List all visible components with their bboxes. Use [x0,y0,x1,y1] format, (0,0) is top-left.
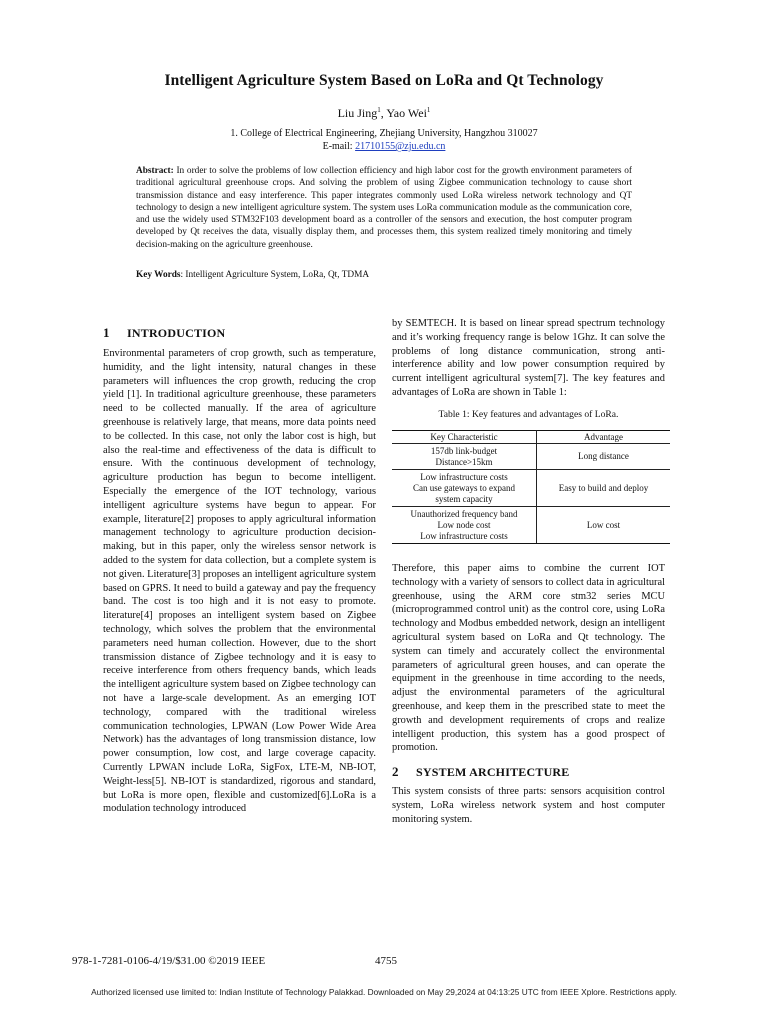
copyright-line: 978-1-7281-0106-4/19/$31.00 ©2019 IEEE [72,955,266,967]
table-cell-characteristic [392,470,537,507]
page-number: 4755 [375,955,397,967]
author-affiliation-mark: 1 [377,106,381,114]
abstract-text: In order to solve the problems of low collection efficiency and high labor cost for the growth environment parameters of traditional agricultural greenhouse crops. And solving the problem of using Zigbee communication technology to cause short transmission distance and easy interference. This paper integrates commonly used LoRa wireless network technology and QT technology to design a new intelligent agriculture system. The system uses LoRa communication module as the communication core, and use the widely used STM32F103 development board as a controller of the sensors and execution, the host computer program developed by Qt receives the data, visually display them, and processes them, this system realized timely monitoring and timely decision-making on the agriculture greenhouse. [136,166,633,250]
table-cell-advantage: Long distance [537,444,671,470]
cell-line: Low infrastructure costs [420,471,508,482]
paper-title: Intelligent Agriculture System Based on LoRa and Qt Technology [164,72,604,89]
table-header-cell: Key Characteristic [392,431,537,444]
cell-line: 157db link-budget [430,445,498,456]
table-row [392,444,670,470]
authorized-use-notice: Authorized licensed use limited to: Indian Institute of Technology Palakkad. Downloaded on May 29,2024 at 04:13:25 UTC from IEEE Xplore. Restrictions apply. [91,987,677,997]
system-architecture-text: This system consists of three parts: sensors acquisition control system, LoRa wireless network system and host computer monitoring system. [392,786,665,825]
table-cell-characteristic [392,507,537,544]
introduction-text-left: Environmental parameters of crop growth, such as temperature, humidity, and the light intensity, natural changes in these parameters will influences the crop growth, reducing the crop yield [1]. In traditional agriculture greenhouse, these parameters need to be collected manually. If the area of agriculture greenhouse is relatively large, that means, more data points need to be collected. In this case, not only the labor cost is high, but also the real-time and effectiveness of the data is difficult to ensure. With the continuous development of technology, agriculture production has begun to become intelligent. Especially the emergence of the IOT technology, various intelligent agriculture systems have begun to appear. For example, literature[2] proposes to apply agricultural information management technology to agriculture production decision-making, but in this paper, only the wireless sensor network is added to the system for data collection, but a complete system is not given. Literature[3] proposes an intelligent agriculture system based on GPRS. It need to build a gateway and pay the frequency band. The cost is too high and it is not easy to promote. literature[4] proposes an intelligent system based on Zigbee technology, which solves the problem that the environmental parameters need human collection. However, due to the short transmission distance of Zigbee technology and it is easy to receive interference from others frequency bands, which leads the intelligent agriculture system based on Zigbee technology can not have a large-scale development. As an emerging IOT technology, compared with the traditional wireless communication technologies, LPWAN (Low Power Wide Area Network) has the advantages of long transmission distance, low power consumption, low cost, and large coverage capacity. Currently LPWAN include LoRa, SigFox, LTE-M, NB-IOT, Weight-less[5]. NB-IOT is standardized, rigorous and standard, but LoRa is more open, flexible and customized[6].LoRa is a modulation technology introduced [103,348,376,815]
keywords-text: : Intelligent Agriculture System, LoRa, Qt, TDMA [180,270,370,280]
table-cell-advantage: Easy to build and deploy [537,470,671,507]
author-separator: , [380,106,387,120]
section-heading-system-architecture [392,764,570,780]
section-heading-introduction [103,325,225,341]
introduction-text-right: by SEMTECH. It is based on linear spread spectrum technology and it’s working frequency range is below 1Ghz. It can solve the problems of long distance communication, strong anti-interference ability and low power consumption required by current intelligent agricultural system[7]. The key features and advantages of LoRa are shown in Table 1: [392,318,665,398]
author-name: Yao Wei [386,106,427,120]
keywords [136,269,632,281]
author-affiliation-mark: 1 [426,106,431,114]
author-list [0,106,768,121]
cell-line: Can use gateways to expand [413,482,515,493]
cell-line: system capacity [435,493,493,504]
cell-line: Low node cost [437,519,491,530]
abstract-label: Abstract: [136,166,174,176]
table-cell-advantage: Low cost [537,507,671,544]
email-label: E-mail: [322,141,356,152]
table-row [392,470,670,507]
table-header-row [392,431,670,444]
table-row [392,507,670,544]
introduction-text-conclusion: Therefore, this paper aims to combine the current IOT technology with a variety of sensors to collect data in agricultural greenhouse, using the ARM core stm32 series MCU (microprogrammed control unit) as the control core, using LoRa technology and Modbus embedded network, design an intelligent agricultural system based on LoRa and Qt technology. The system can timely and accurately collect the environmental parameters of agricultural green houses, and can operate the equipment in the greenhouse in time according to the needs, adjust the environmental parameters of the agricultural greenhouse, and keep them in the prescribed state to meet the growth and development requirements of crops and realize intelligent production, this system has a good prospect of promotion. [392,563,665,754]
key-features-table [392,430,670,544]
table-caption: Table 1: Key features and advantages of LoRa. [438,409,619,420]
keywords-label: Key Words [136,270,181,280]
email-link[interactable]: 21710155@zju.edu.cn [355,141,446,152]
affiliation-block [0,127,768,153]
table-header-cell: Advantage [537,431,671,444]
table-cell-characteristic [392,444,537,470]
section-number: 1 [103,325,110,340]
affiliation: 1. College of Electrical Engineering, Zhejiang University, Hangzhou 310027 [230,128,538,139]
cell-line: Distance>15km [435,456,493,467]
cell-line: Unauthorized frequency band [410,508,518,519]
cell-line: Low infrastructure costs [420,530,508,541]
author-name: Liu Jing [337,106,378,120]
section-title: SYSTEM ARCHITECTURE [416,765,570,779]
section-number: 2 [392,764,399,779]
email-line [0,140,768,153]
section-title: INTRODUCTION [127,326,226,340]
abstract [136,165,632,251]
